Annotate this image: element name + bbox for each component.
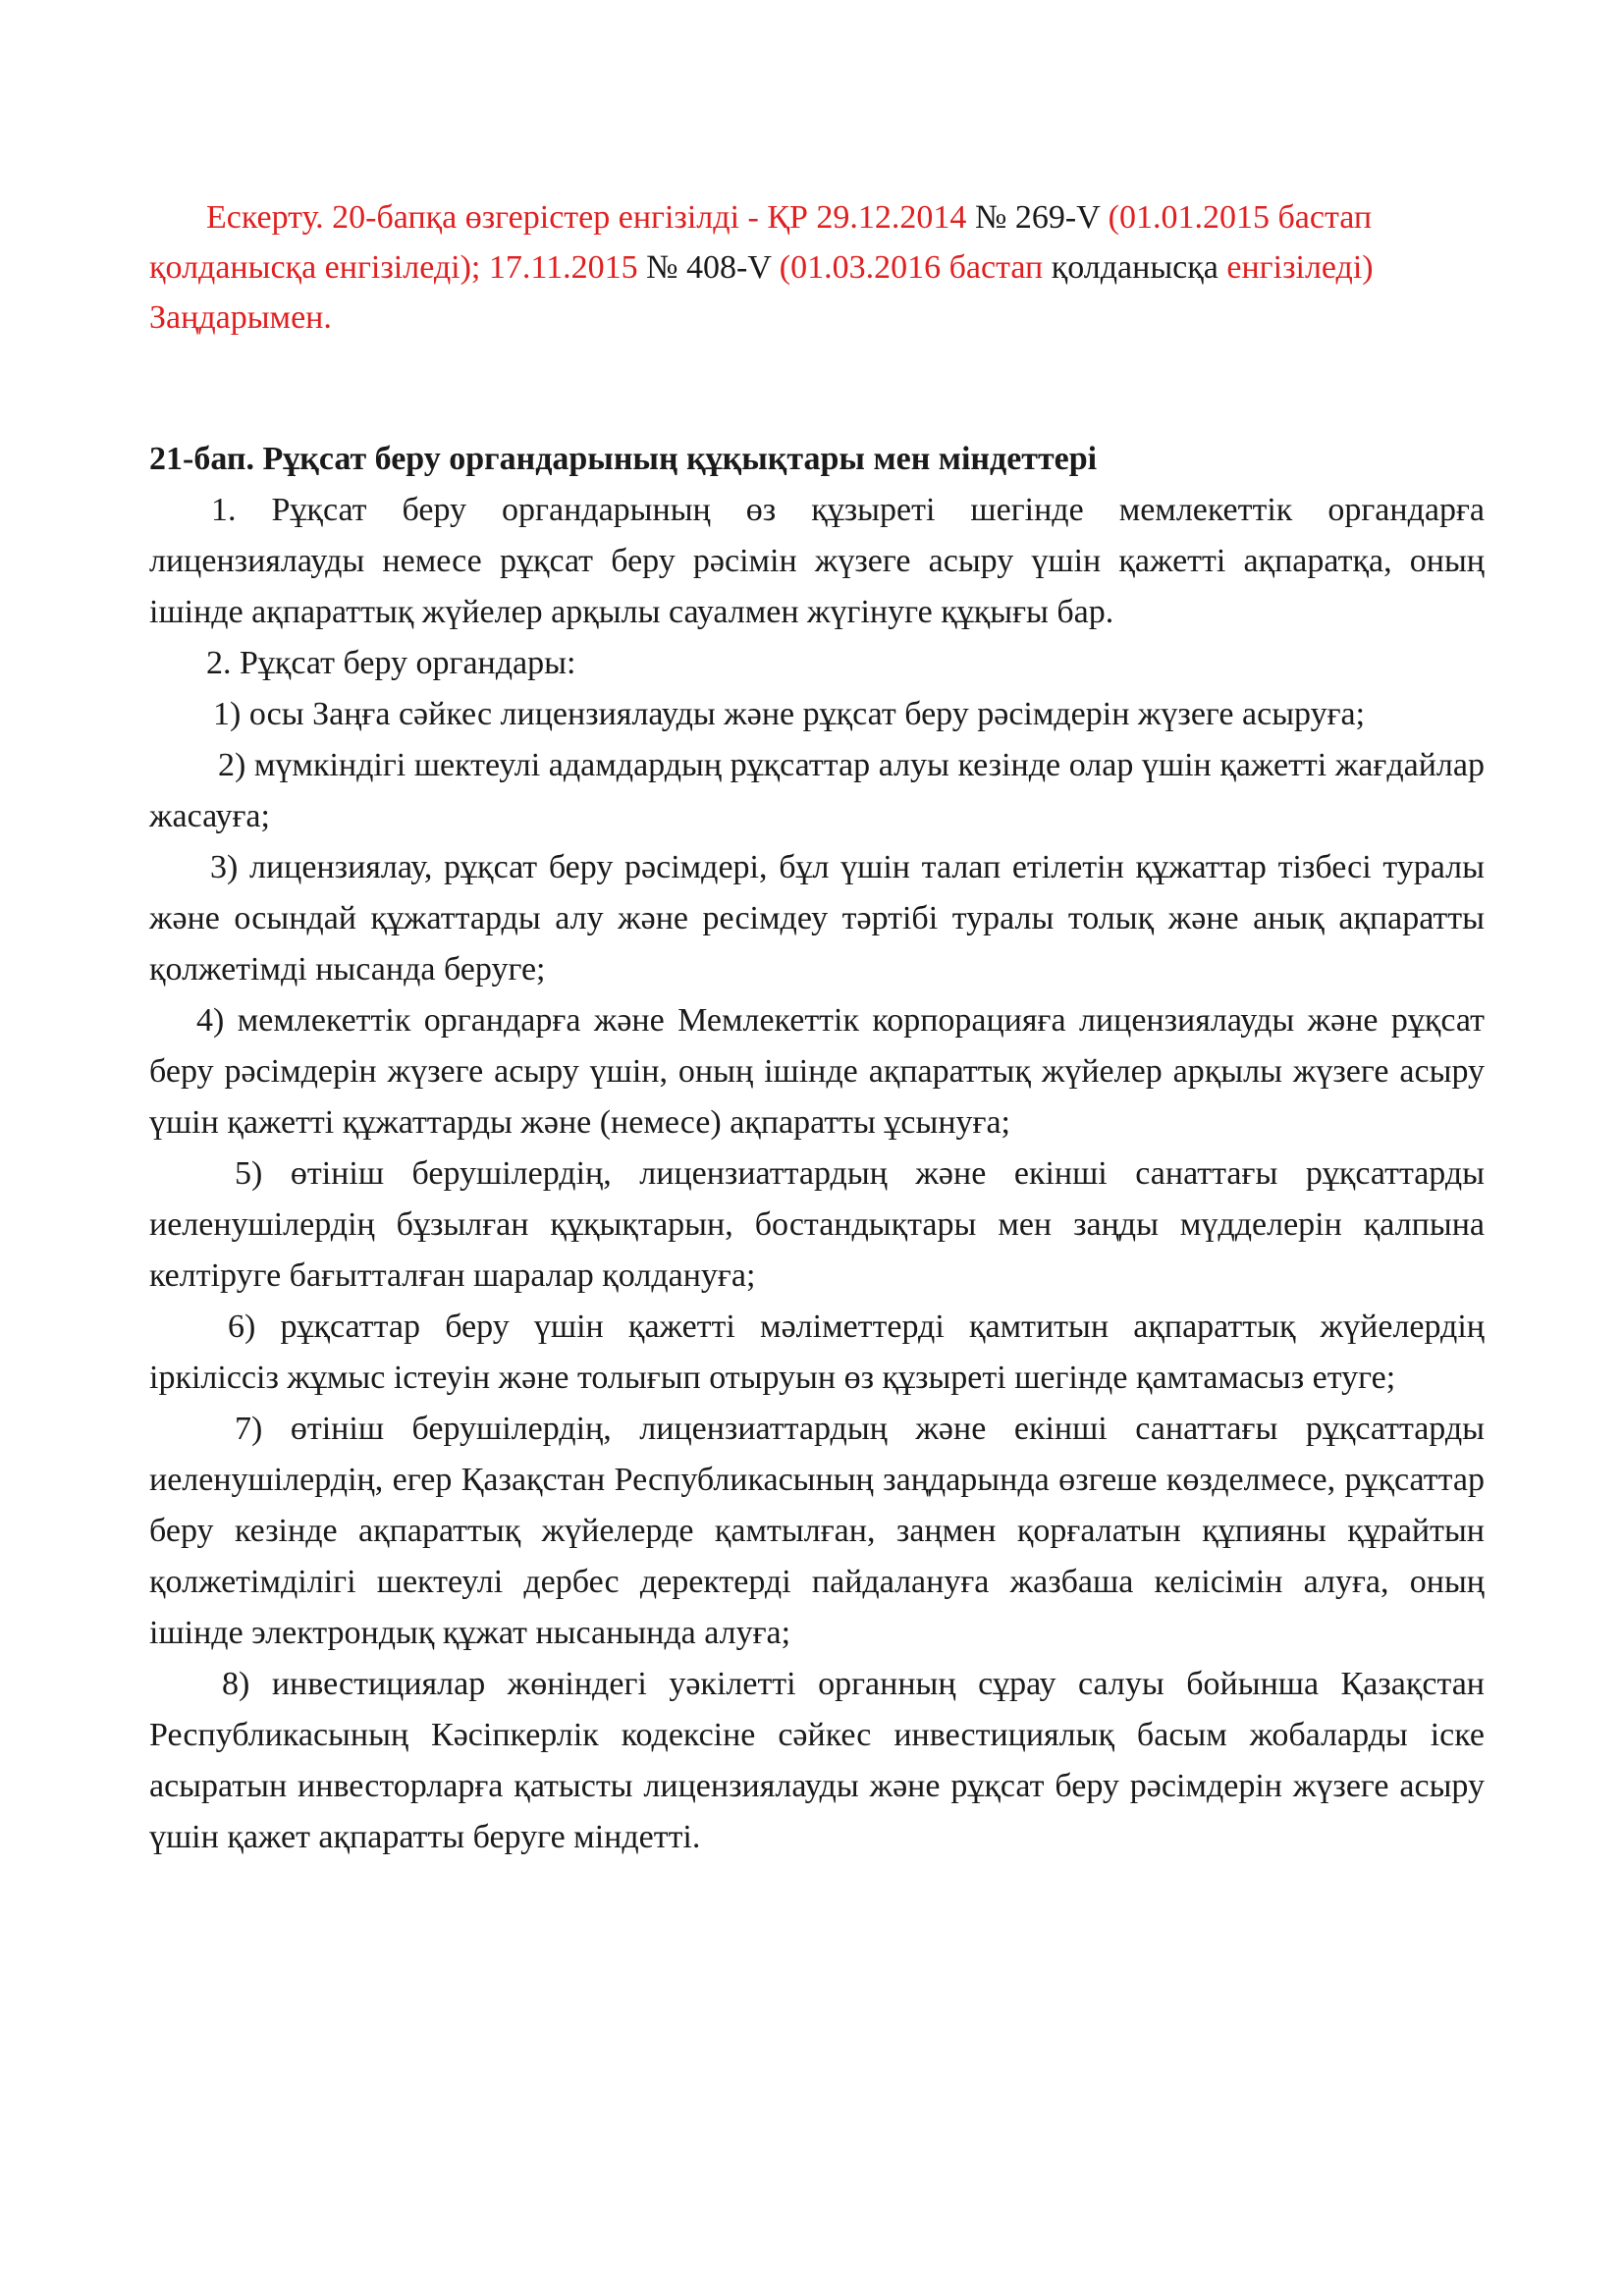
- paragraph-1: 1. Рұқсат беру органдарының өз құзыреті шегінде мемлекеттік органдарға лицензиялауды немесе рұқсат беру рәсімін жүзеге асыру үшін қажетті ақпаратқа, оның ішінде ақпараттық жүйелер арқылы сауалмен жүгінуге құқығы бар.: [149, 492, 1485, 630]
- paragraph-2: 2. Рұқсат беру органдары:: [206, 645, 576, 681]
- note-part-5: (01.03.2016 бастап: [779, 249, 1052, 286]
- amendment-note: [149, 192, 1485, 343]
- list-item-5: 5) өтініш берушілердің, лицензиаттардың және екінші санаттағы рұқсаттарды иеленушілердің бұзылған құқықтарын, бостандықтары мен заңды мүдделерін қалпына келтіруге бағытталған шаралар қолдануға;: [149, 1155, 1485, 1294]
- note-part-7: енгізіледі) Заңдарымен.: [149, 249, 1374, 336]
- list-item-8: 8) инвестициялар жөніндегі уәкілетті органның сұрау салуы бойынша Қазақстан Республикасының Кәсіпкерлік кодексіне сәйкес инвестициялық басым жобаларды іске асыратын инвесторларға қатысты лицензиялауды және рұқсат беру рәсімдерін жүзеге асыру үшін қажет ақпаратты беруге міндетті.: [149, 1666, 1485, 1855]
- list-item-2: 2) мүмкіндігі шектеулі адамдардың рұқсаттар алуы кезінде олар үшін қажетті жағдайлар жасауға;: [149, 747, 1485, 834]
- article-heading: 21-бап. Рұқсат беру органдарының құқықтары мен міндеттері: [149, 441, 1098, 477]
- list-item-1: 1) осы Заңға сәйкес лицензиялауды және рұқсат беру рәсімдерін жүзеге асыруға;: [213, 696, 1366, 732]
- note-indent: [149, 199, 206, 236]
- note-part-1: Ескерту. 20-бапқа өзгерістер енгізілді - ҚР 29.12.2014: [206, 199, 975, 236]
- list-item-7: 7) өтініш берушілердің, лицензиаттардың және екінші санаттағы рұқсаттарды иеленушілердің, егер Қазақстан Республикасының заңдарында өзгеше көзделмесе, рұқсаттар беру кезінде ақпараттық жүйелерде қамтылған, заңмен қорғалатын құпияны құрайтын қолжетімділігі шектеулі дербес деректерді пайдалануға жазбаша келісімін алуға, оның ішінде электрондық құжат нысанында алуға;: [149, 1411, 1485, 1651]
- list-item-6: 6) рұқсаттар беру үшін қажетті мәліметтерді қамтитын ақпараттық жүйелердің іркіліссіз жұмыс істеуін және толығып отыруын өз құзыреті шегінде қамтамасыз етуге;: [149, 1308, 1485, 1396]
- list-item-4: 4) мемлекеттік органдарға және Мемлекеттік корпорацияға лицензиялауды және рұқсат беру рәсімдерін жүзеге асыру үшін, оның ішінде ақпараттық жүйелер арқылы жүзеге асыру үшін қажетті құжаттарды және (немесе) ақпаратты ұсынуға;: [149, 1002, 1485, 1141]
- note-part-3: (01.01.2015 бастап қолданысқа енгізіледі); 17.11.2015: [149, 199, 1373, 286]
- list-item-3: 3) лицензиялау, рұқсат беру рәсімдері, бұл үшін талап етілетін құжаттар тізбесі туралы және осындай құжаттарды алу және ресімдеу тәртібі туралы толық және анық ақпаратты қолжетімді нысанда беруге;: [149, 849, 1485, 988]
- article-21: [149, 434, 1485, 1863]
- law-number-408: № 408-V: [646, 249, 780, 286]
- law-number-269: № 269-V: [974, 199, 1109, 236]
- note-part-6: қолданысқа: [1051, 249, 1227, 286]
